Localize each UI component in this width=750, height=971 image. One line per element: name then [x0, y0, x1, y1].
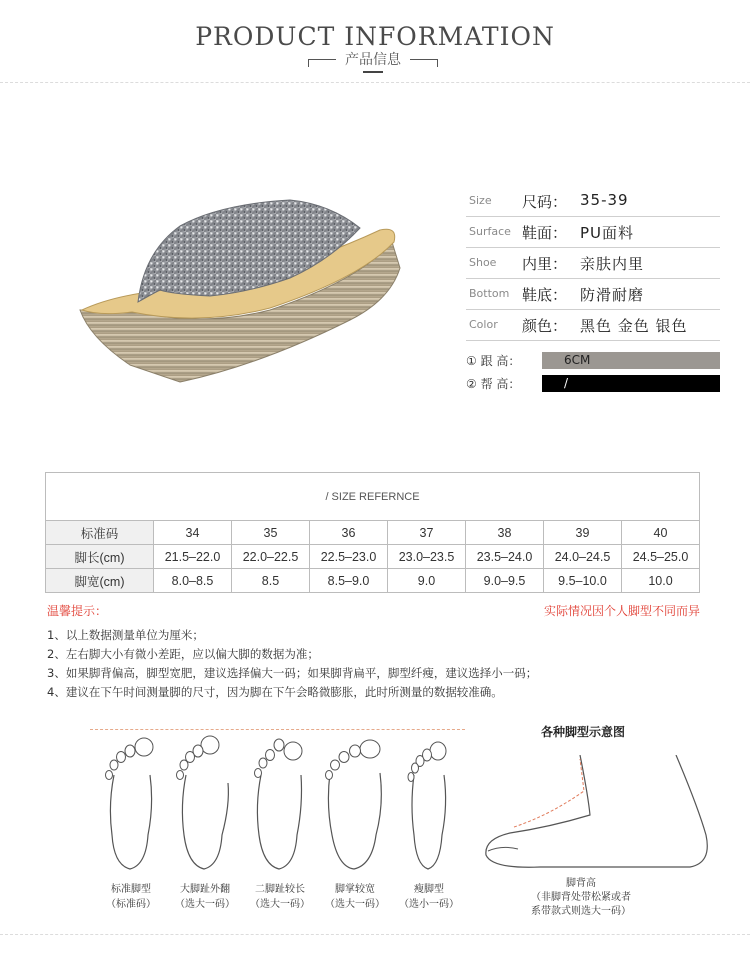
foot-type-advice: （选大一码）	[325, 899, 385, 910]
upper-height-bar	[542, 375, 720, 392]
size-table-heading: / SIZE REFERNCE	[46, 473, 700, 521]
upper-height-value: /	[564, 376, 569, 390]
spec-label: 颜色：	[522, 317, 568, 335]
table-cell: 40	[622, 521, 700, 545]
foot-caption	[316, 882, 394, 912]
foot-caption	[166, 882, 244, 912]
upper-height-row	[466, 375, 726, 393]
row-label: 脚宽(cm)	[46, 569, 154, 593]
page-subtitle: 产品信息	[345, 52, 401, 68]
foot-diagram-title: 各种脚型示意图	[541, 725, 626, 739]
product-image	[60, 160, 440, 400]
foot-caption	[92, 882, 170, 912]
slim-foot-icon	[398, 735, 460, 875]
spec-label: 内里：	[522, 255, 568, 273]
table-cell: 9.0	[388, 569, 466, 593]
page-title: PRODUCT INFORMATION	[195, 22, 555, 51]
row-label: 标准码	[46, 521, 154, 545]
standard-foot-icon	[100, 735, 162, 875]
foot-type-advice: （选小一码）	[399, 899, 459, 910]
table-cell: 38	[466, 521, 544, 545]
spec-row-surface	[466, 217, 720, 248]
high-instep-note: （非脚背处带松紧或者	[531, 892, 631, 903]
table-cell: 23.5–24.0	[466, 545, 544, 569]
heel-height-label: ① 跟 高：	[466, 354, 521, 368]
spec-row-lining	[466, 248, 720, 279]
foot-type-name: 脚掌较宽	[335, 884, 375, 895]
foot-type-name: 二脚趾较长	[255, 884, 305, 895]
high-instep-name: 脚背高	[566, 878, 596, 889]
table-cell: 39	[544, 521, 622, 545]
high-instep-caption	[496, 877, 666, 919]
spec-label-en: Color	[469, 318, 498, 331]
table-cell: 10.0	[622, 569, 700, 593]
heel-height-row	[466, 352, 726, 370]
tip-heading: 温馨提示：	[47, 604, 108, 618]
subtitle-underline	[363, 71, 383, 73]
spec-label-en: Surface	[469, 225, 511, 238]
table-row	[46, 545, 700, 569]
spec-label-en: Bottom	[469, 287, 510, 300]
heel-height-bar	[542, 352, 720, 369]
table-cell: 8.0–8.5	[154, 569, 232, 593]
foot-caption	[241, 882, 319, 912]
spec-value: PU面料	[580, 224, 635, 242]
table-cell: 9.0–9.5	[466, 569, 544, 593]
foot-type-advice: （标准码）	[106, 899, 156, 910]
tip-disclaimer: 实际情况因个人脚型不同而异	[543, 604, 700, 618]
table-cell: 35	[232, 521, 310, 545]
table-cell: 22.0–22.5	[232, 545, 310, 569]
foot-type-name: 标准脚型	[111, 884, 151, 895]
spec-value: 35-39	[580, 191, 629, 209]
toe-reference-line	[90, 729, 465, 730]
spec-row-color	[466, 310, 720, 341]
table-cell: 22.5–23.0	[310, 545, 388, 569]
foot-type-advice: （选大一码）	[175, 899, 235, 910]
heel-height-value: 6CM	[564, 353, 591, 367]
size-reference-table	[45, 472, 700, 593]
spec-label-en: Size	[469, 194, 492, 207]
foot-type-name: 大脚趾外翻	[180, 884, 230, 895]
table-cell: 24.5–25.0	[622, 545, 700, 569]
long-second-toe-foot-icon	[249, 735, 311, 875]
table-cell: 24.0–24.5	[544, 545, 622, 569]
spec-value: 防滑耐磨	[580, 286, 645, 304]
upper-height-label: ② 帮 高：	[466, 377, 521, 391]
row-label: 脚长(cm)	[46, 545, 154, 569]
high-instep-note: 系带款式则选大一码）	[531, 906, 631, 917]
spec-label: 鞋面：	[522, 224, 568, 242]
foot-type-name: 瘦脚型	[414, 884, 444, 895]
foot-caption	[390, 882, 468, 912]
foot-type-advice: （选大一码）	[250, 899, 310, 910]
table-cell: 8.5–9.0	[310, 569, 388, 593]
table-cell: 8.5	[232, 569, 310, 593]
spec-label: 鞋底：	[522, 286, 568, 304]
subtitle-frame	[308, 47, 438, 75]
spec-label: 尺码：	[522, 193, 568, 211]
table-cell: 9.5–10.0	[544, 569, 622, 593]
bunion-foot-icon	[174, 735, 236, 875]
table-cell: 36	[310, 521, 388, 545]
table-cell: 23.0–23.5	[388, 545, 466, 569]
footer-divider	[0, 934, 750, 935]
table-cell: 34	[154, 521, 232, 545]
high-instep-foot-icon	[480, 755, 720, 875]
size-table-heading-row	[46, 473, 700, 521]
table-cell: 21.5–22.0	[154, 545, 232, 569]
wide-foot-icon	[324, 735, 386, 875]
table-row	[46, 521, 700, 545]
tip-note: 4、建议在下午时间测量脚的尺寸，因为脚在下午会略微膨胀，此时所测量的数据较准确。	[47, 685, 503, 699]
header-divider	[0, 82, 750, 83]
tip-note: 3、如果脚背偏高，脚型宽肥，建议选择偏大一码；如果脚背扁平，脚型纤瘦，建议选择小一码；	[47, 666, 538, 680]
tip-note: 1、以上数据测量单位为厘米；	[47, 628, 204, 642]
subtitle-tick-right	[437, 59, 438, 67]
spec-row-bottom	[466, 279, 720, 310]
subtitle-divider-right	[410, 59, 438, 60]
table-row	[46, 569, 700, 593]
tip-note: 2、左右脚大小有微小差距，应以偏大脚的数据为准；	[47, 647, 319, 661]
table-cell: 37	[388, 521, 466, 545]
spec-value: 亲肤内里	[580, 255, 645, 273]
spec-row-size	[466, 186, 720, 217]
spec-label-en: Shoe	[469, 256, 497, 269]
spec-value: 黑色 金色 银色	[580, 317, 688, 335]
